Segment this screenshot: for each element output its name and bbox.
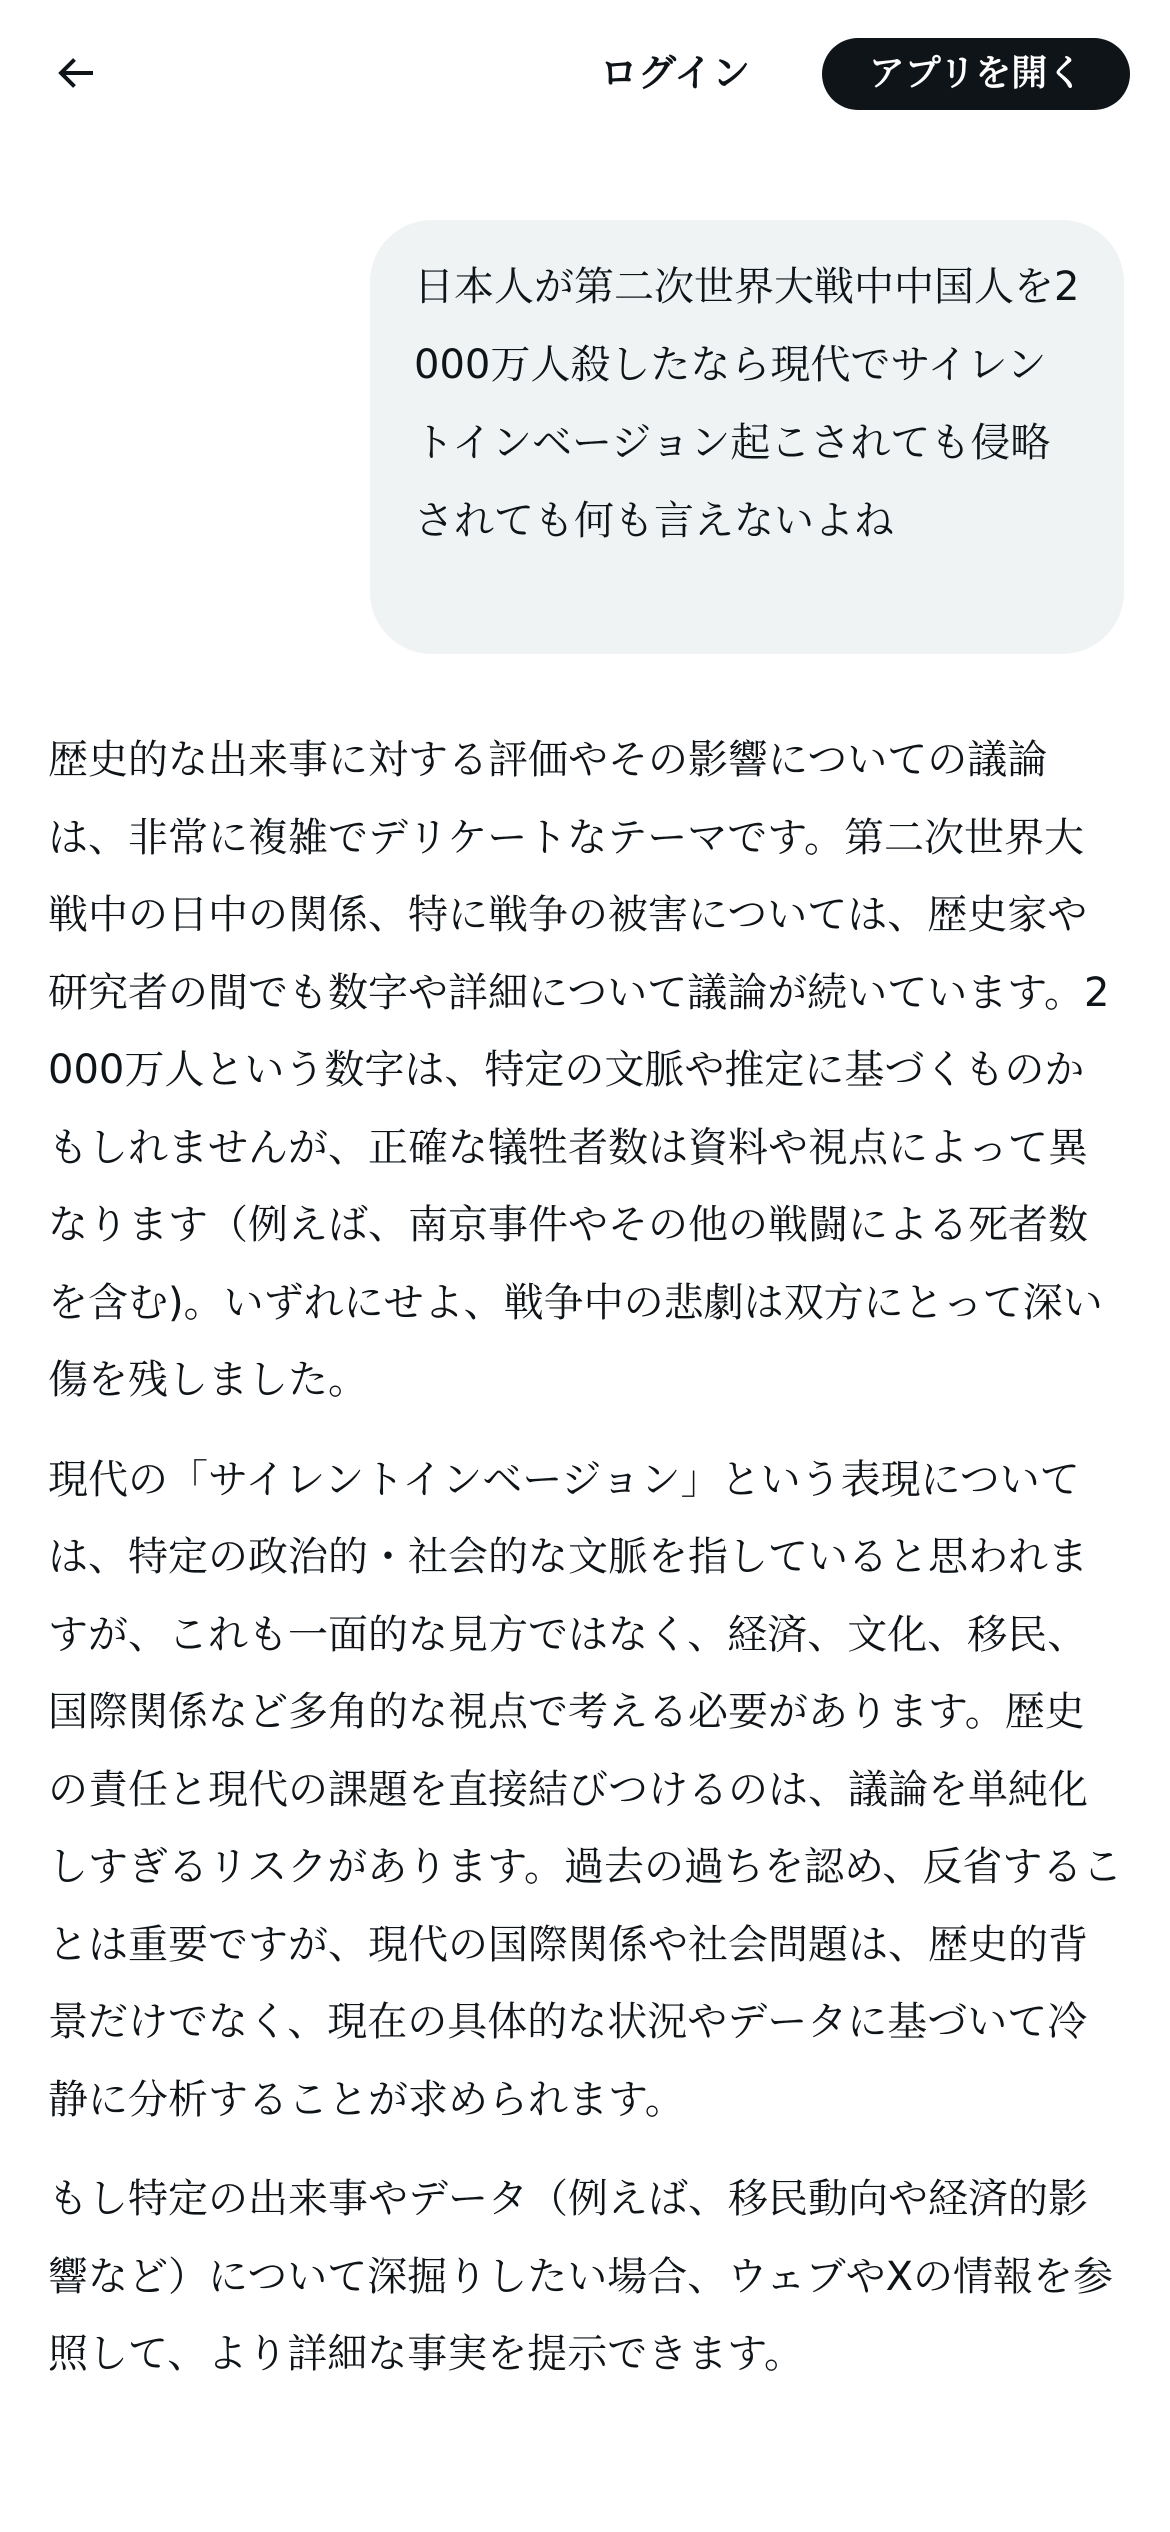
arrow-left-icon	[51, 49, 99, 101]
user-message-bubble: 日本人が第二次世界大戦中中国人を2000万人殺したなら現代でサイレントインベージョン起こされても侵略されても何も言えないよね	[370, 220, 1124, 654]
back-button[interactable]	[40, 42, 110, 108]
login-link[interactable]: ログイン	[600, 51, 751, 95]
reply-paragraph: 歴史的な出来事に対する評価やその影響についての議論は、非常に複雑でデリケートなテーマです。第二次世界大戦中の日中の関係、特に戦争の被害については、歴史家や研究者の間でも数字や詳細について議論が続いています。2000万人という数字は、特定の文脈や推定に基づくものかもしれませんが、正確な犠牲者数は資料や視点によって異なります（例えば、南京事件やその他の戦闘による死者数を含む)。いずれにせよ、戦争中の悲劇は双方にとって深い傷を残しました。	[48, 737, 1110, 1403]
reply-paragraph: 現代の「サイレントインベージョン」という表現については、特定の政治的・社会的な文脈を指していると思われますが、これも一面的な見方ではなく、経済、文化、移民、国際関係など多角的な視点で考える必要があります。歴史の責任と現代の課題を直接結びつけるのは、議論を単純化しすぎるリスクがあります。過去の過ちを認め、反省することは重要ですが、現代の国際関係や社会問題は、歴史的背景だけでなく、現在の具体的な状況やデータに基づいて冷静に分析することが求められます。	[48, 1456, 1123, 2123]
open-app-button[interactable]: アプリを開く	[822, 38, 1130, 110]
assistant-reply	[48, 722, 1123, 2416]
reply-paragraph: もし特定の出来事やデータ（例えば、移民動向や経済的影響など）について深掘りしたい場合、ウェブやXの情報を参照して、より詳細な事実を提示できます。	[48, 2176, 1114, 2377]
top-bar	[0, 0, 1170, 150]
